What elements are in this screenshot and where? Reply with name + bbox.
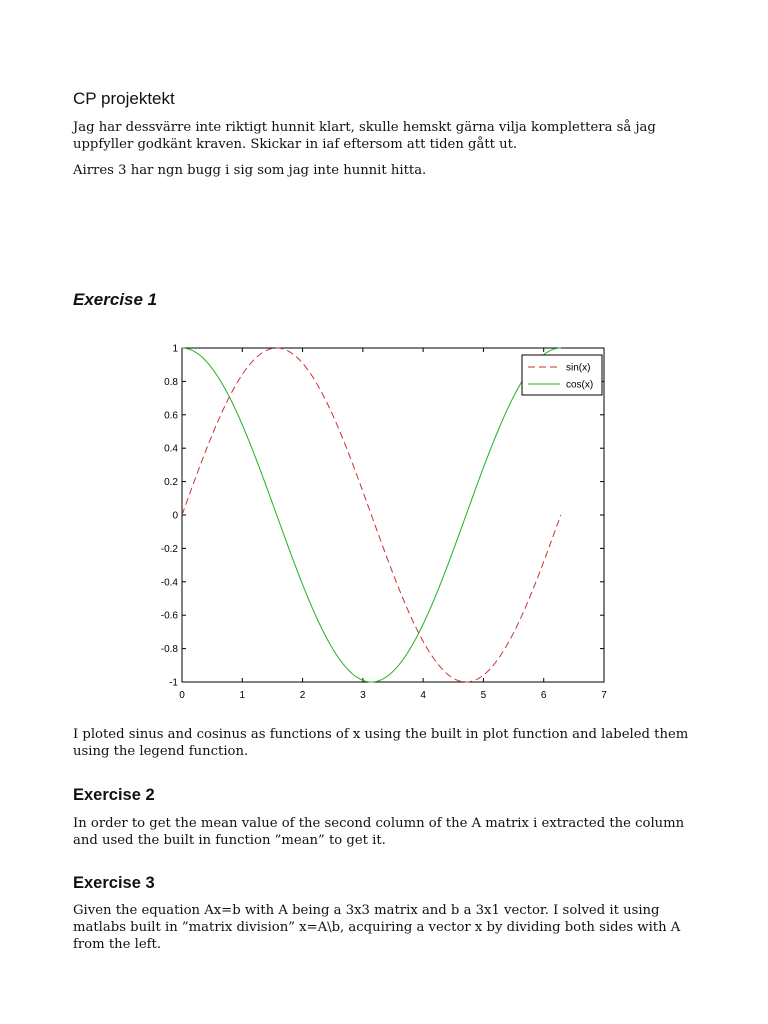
x-tick-label: 5 xyxy=(480,690,487,701)
intro-paragraph: Jag har dessvärre inte riktigt hunnit klart, skulle hemskt gärna vilja komplettera så jag uppfyller godkänt kraven. Skickar in iaf eftersom att tiden gått ut. xyxy=(73,120,656,152)
legend-label: cos(x) xyxy=(566,379,594,391)
y-tick-label: -0.2 xyxy=(160,543,178,555)
y-tick-label: 0.4 xyxy=(164,443,178,455)
y-tick-label: 0.6 xyxy=(164,410,178,422)
x-tick-label: 0 xyxy=(179,690,185,701)
x-tick-label: 7 xyxy=(601,690,607,701)
chart-legend xyxy=(522,355,602,395)
y-tick-label: 0.8 xyxy=(164,376,178,388)
y-tick-label: -0.8 xyxy=(160,644,178,656)
y-tick-label: 1 xyxy=(172,343,178,355)
y-tick-label: -1 xyxy=(169,677,178,689)
y-tick-label: 0.2 xyxy=(164,477,178,489)
y-tick-label: -0.6 xyxy=(160,610,178,622)
x-tick-label: 6 xyxy=(540,690,547,701)
legend-label: sin(x) xyxy=(566,362,591,374)
x-tick-label: 3 xyxy=(360,690,366,701)
exercise-1-text: I ploted sinus and cosinus as functions of x using the built in plot function and labeled them using the legend function. xyxy=(73,727,689,759)
y-tick-label: 0 xyxy=(172,510,178,522)
x-tick-label: 4 xyxy=(420,690,426,701)
exercise-2-text: In order to get the mean value of the second column of the A matrix i extracted the column and used the built in function ”mean” to get it. xyxy=(73,816,685,848)
intro-paragraph: Airres 3 har ngn bugg i sig som jag inte hunnit hitta. xyxy=(73,163,427,178)
plot-area-frame xyxy=(182,348,604,682)
exercise-3-text: Given the equation Ax=b with A being a 3x3 matrix and b a 3x1 vector. I solved it using matlabs built in ”matrix division” x=A\b, acquiring a vector x by dividing both sides with A from the left. xyxy=(73,903,681,952)
y-tick-label: -0.4 xyxy=(160,577,178,589)
x-tick-label: 2 xyxy=(299,690,306,701)
exercise-1-heading: Exercise 1 xyxy=(73,290,158,309)
exercise-2-heading: Exercise 2 xyxy=(73,786,155,804)
document-title: CP projektekt xyxy=(73,89,175,108)
x-tick-label: 1 xyxy=(239,690,246,701)
exercise-3-heading: Exercise 3 xyxy=(73,874,155,892)
